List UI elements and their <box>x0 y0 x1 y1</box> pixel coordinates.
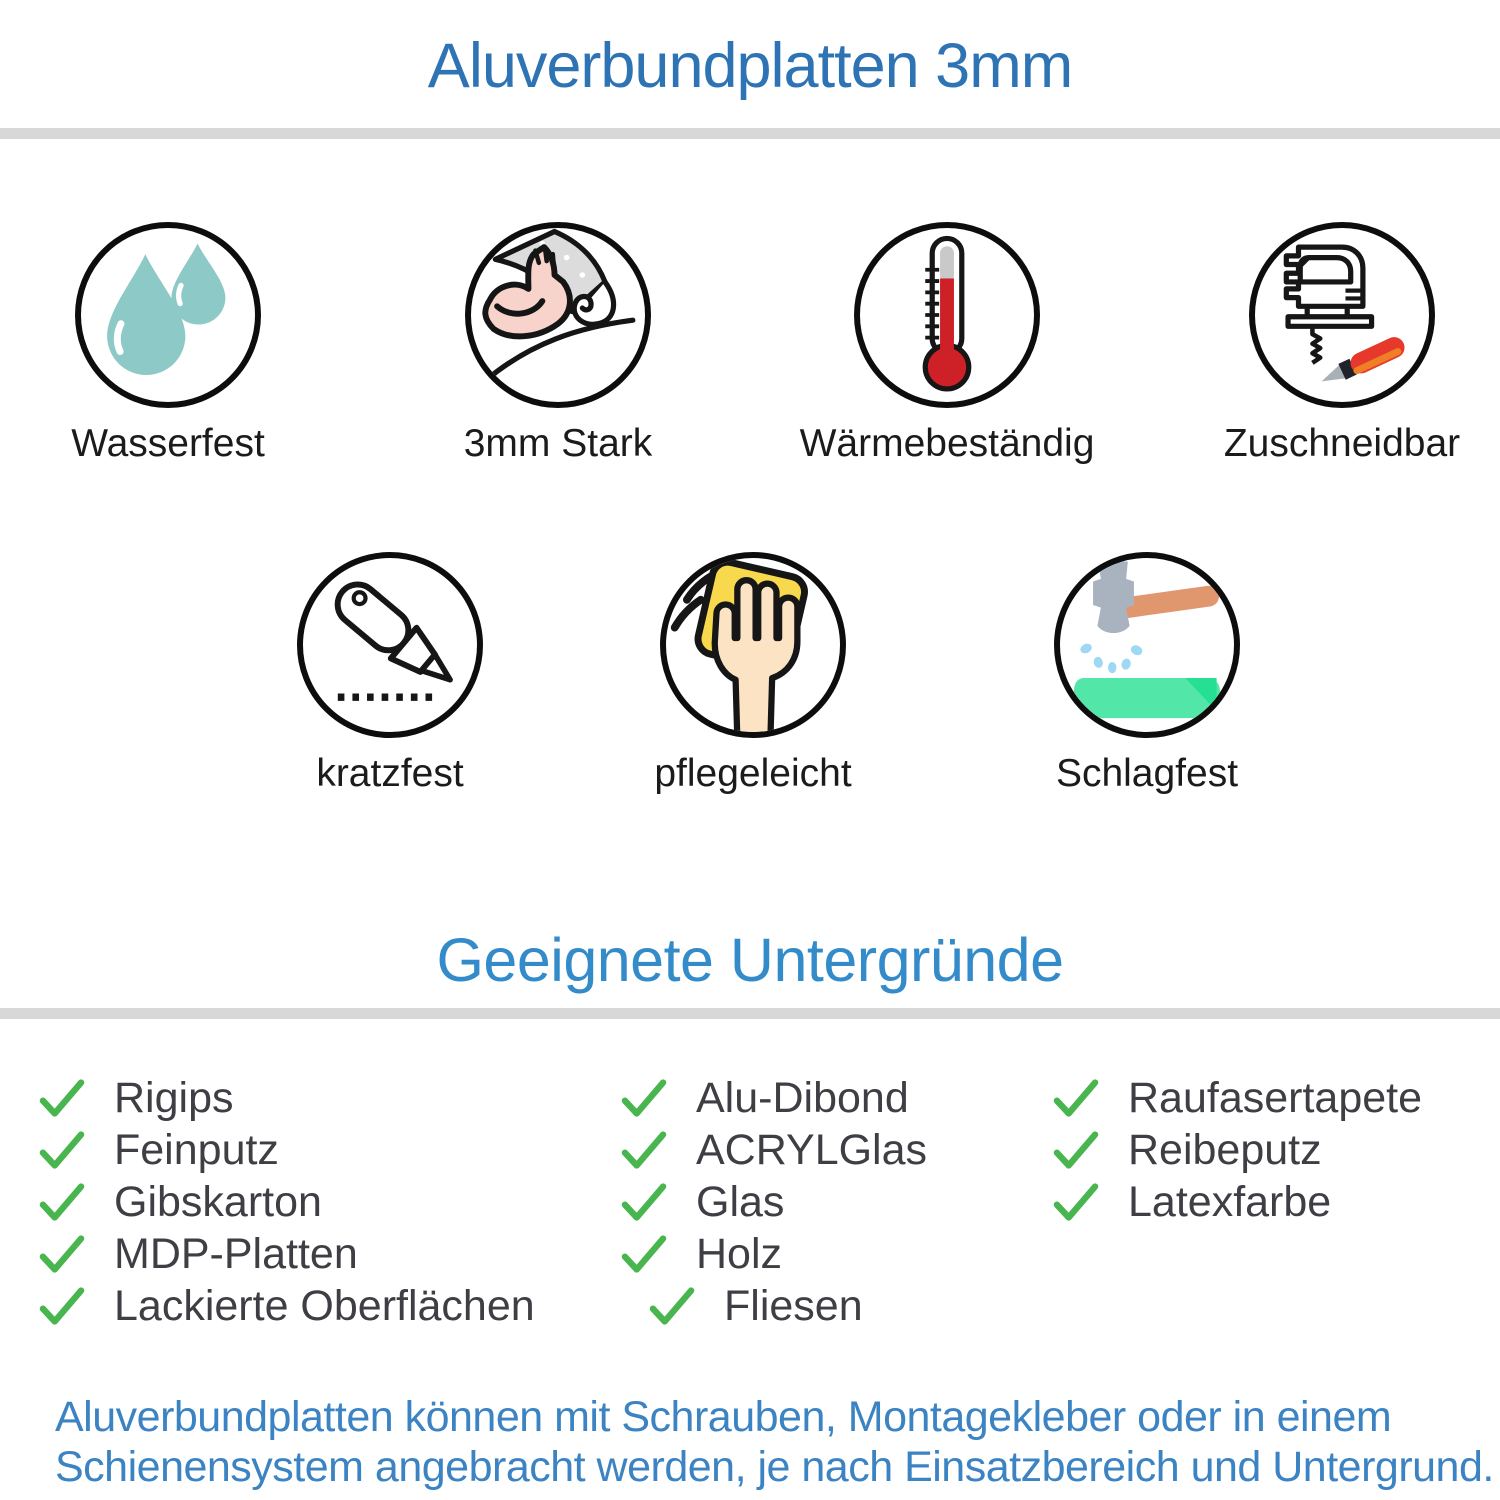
substrate-label: Glas <box>696 1177 785 1226</box>
check-icon <box>618 1234 670 1274</box>
feature-3mm-stark <box>388 222 728 466</box>
check-icon <box>618 1130 670 1170</box>
feature-circle <box>75 222 261 408</box>
substrate-label: Rigips <box>114 1073 234 1122</box>
feature-schlagfest <box>977 552 1317 796</box>
feature-circle <box>297 552 483 738</box>
feature-circle <box>1249 222 1435 408</box>
feature-waermebestaendig <box>777 222 1117 466</box>
substrate-item <box>36 1280 535 1332</box>
feature-label: Wasserfest <box>71 422 265 465</box>
feature-pflegeleicht <box>583 552 923 796</box>
footer-line-1: Aluverbundplatten können mit Schrauben, Montagekleber oder in einem <box>55 1393 1392 1441</box>
check-icon <box>36 1234 88 1274</box>
substrate-item <box>36 1176 535 1228</box>
substrate-column-3 <box>1050 1072 1422 1228</box>
check-icon <box>618 1182 670 1222</box>
substrate-item <box>618 1072 927 1124</box>
substrate-item <box>1050 1072 1422 1124</box>
substrate-label: Fliesen <box>724 1281 863 1330</box>
feature-label: Zuschneidbar <box>1223 422 1461 465</box>
substrate-item <box>618 1228 927 1280</box>
substrate-label: Raufasertapete <box>1128 1073 1423 1122</box>
jigsaw-cutter-icon <box>1255 228 1429 402</box>
feature-circle <box>1054 552 1240 738</box>
substrate-item <box>1050 1176 1422 1228</box>
feature-circle <box>854 222 1040 408</box>
substrate-column-1 <box>36 1072 535 1332</box>
substrate-item <box>36 1072 535 1124</box>
substrate-label: Lackierte Oberflächen <box>114 1281 535 1330</box>
check-icon <box>36 1130 88 1170</box>
check-icon <box>646 1286 698 1326</box>
footer-note <box>55 1392 1494 1492</box>
substrate-label: Latexfarbe <box>1128 1177 1332 1226</box>
check-icon <box>36 1078 88 1118</box>
substrate-label: ACRYLGlas <box>696 1125 928 1174</box>
water-drops-icon <box>81 228 255 402</box>
feature-wasserfest <box>0 222 338 466</box>
feature-label: 3mm Stark <box>463 422 653 465</box>
feature-label: pflegeleicht <box>654 752 852 795</box>
substrate-item <box>618 1176 927 1228</box>
substrate-item <box>36 1228 535 1280</box>
substrate-item <box>618 1280 927 1332</box>
check-icon <box>1050 1182 1102 1222</box>
substrate-label: Holz <box>696 1229 783 1278</box>
cleaning-hand-icon <box>666 558 840 732</box>
check-icon <box>618 1078 670 1118</box>
feature-label: Wärmebeständig <box>799 422 1095 465</box>
substrate-label: Reibeputz <box>1128 1125 1322 1174</box>
feature-circle <box>465 222 651 408</box>
hammer-impact-icon <box>1060 558 1234 732</box>
substrate-label: Feinputz <box>114 1125 279 1174</box>
feature-kratzfest <box>220 552 560 796</box>
substrate-label: MDP-Platten <box>114 1229 358 1278</box>
substrate-label: Alu-Dibond <box>696 1073 909 1122</box>
thermometer-icon <box>860 228 1034 402</box>
page-title: Aluverbundplatten 3mm <box>427 31 1073 101</box>
substrate-column-2 <box>618 1072 927 1332</box>
substrate-label: Gibskarton <box>114 1177 322 1226</box>
utility-knife-icon <box>303 558 477 732</box>
substrate-item <box>36 1124 535 1176</box>
feature-circle <box>660 552 846 738</box>
divider-top <box>0 128 1500 139</box>
check-icon <box>1050 1130 1102 1170</box>
feature-label: Schlagfest <box>1055 752 1239 795</box>
section-title-untergruende: Geeignete Untergründe <box>436 926 1064 994</box>
divider-middle <box>0 1008 1500 1019</box>
footer-line-2: Schienensystem angebracht werden, je nach Einsatzbereich und Untergrund. <box>55 1443 1494 1491</box>
check-icon <box>36 1286 88 1326</box>
feature-label: kratzfest <box>316 752 464 795</box>
substrate-item <box>1050 1124 1422 1176</box>
check-icon <box>1050 1078 1102 1118</box>
check-icon <box>36 1182 88 1222</box>
flexed-arm-panel-icon <box>471 228 645 402</box>
feature-zuschneidbar <box>1172 222 1500 466</box>
substrate-item <box>618 1124 927 1176</box>
